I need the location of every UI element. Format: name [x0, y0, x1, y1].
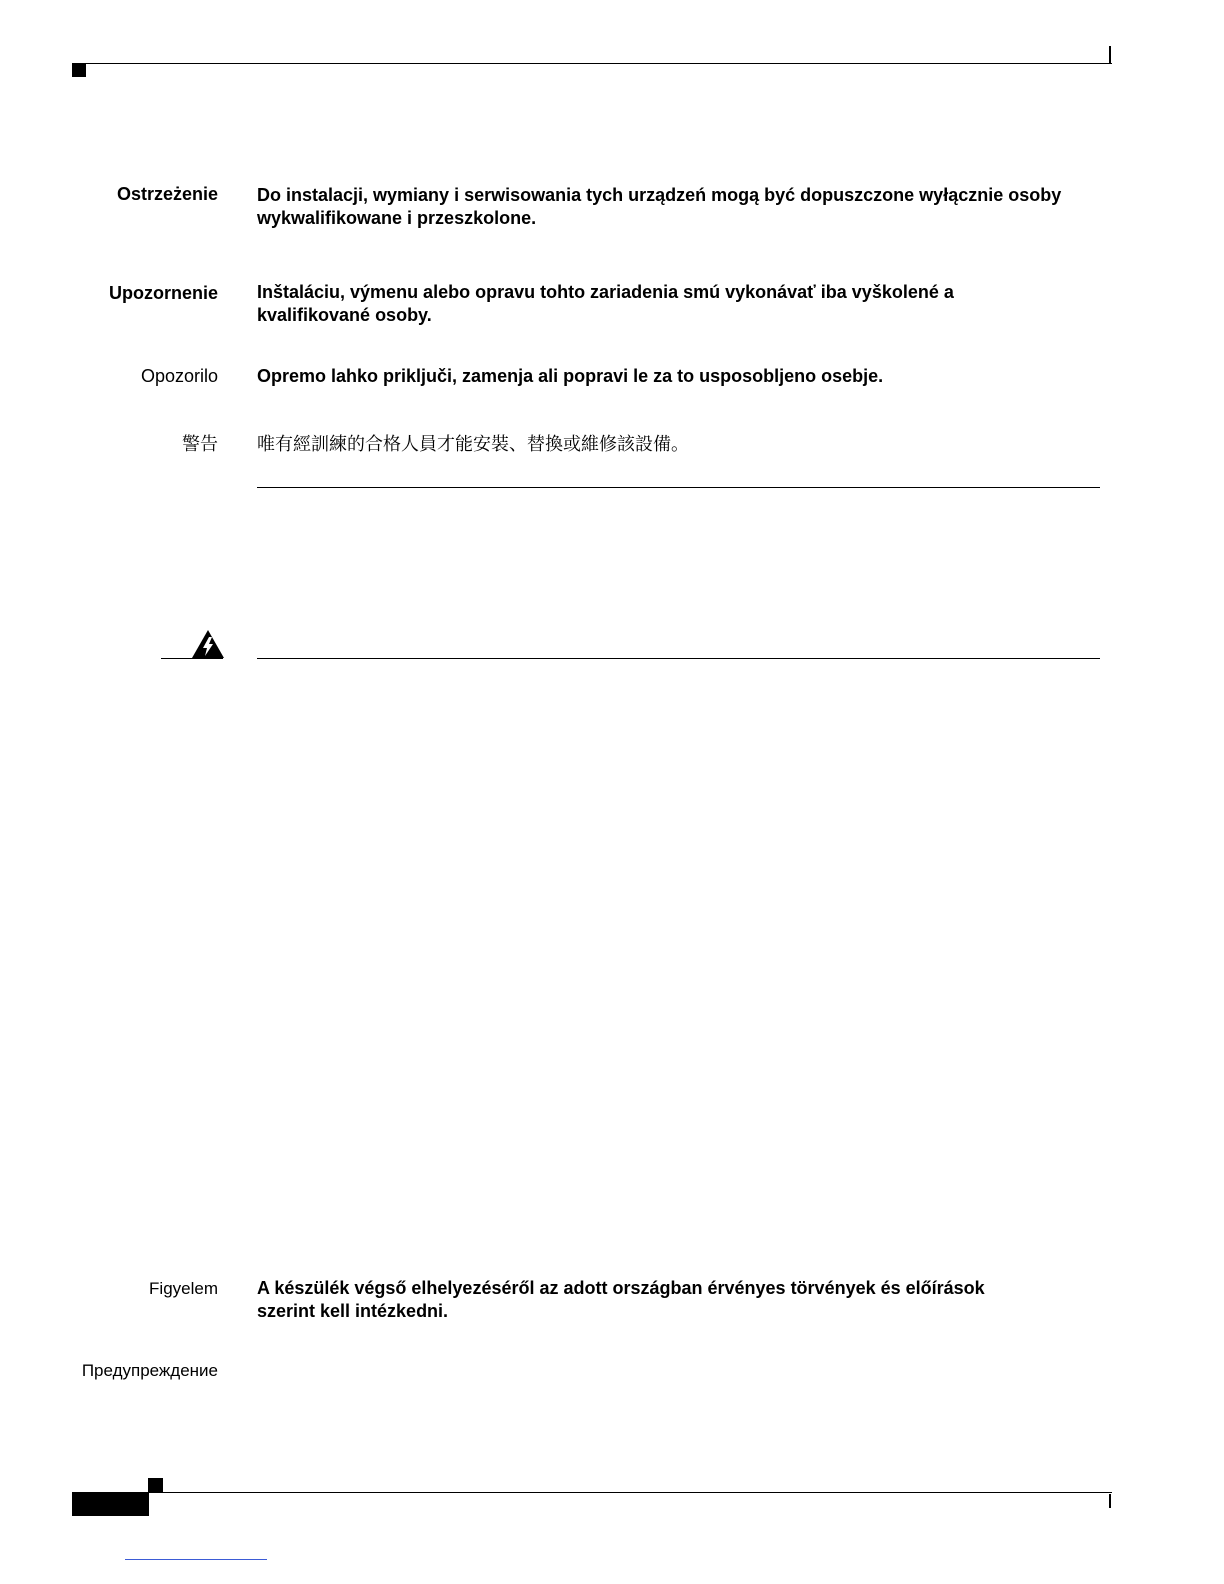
footer-tick — [1109, 1494, 1111, 1508]
footer-page-tab — [72, 1492, 149, 1516]
section-end-rule — [257, 487, 1100, 488]
warning-text-chinese: 唯有經訓練的合格人員才能安裝、替換或維修該設備。 — [257, 434, 689, 454]
warning-start-rule — [257, 658, 1100, 659]
warning-label-chinese: 警告 — [182, 434, 218, 454]
footer-marker — [148, 1478, 163, 1493]
warning-text-slovenian: Opremo lahko priključi, zamenja ali popravi le za to usposobljeno osebje. — [257, 366, 884, 386]
header-rule — [72, 63, 1112, 64]
footer-rule — [72, 1492, 1112, 1493]
warning-label-russian: Предупреждение — [81, 1361, 218, 1380]
warning-label-slovenian: Opozorilo — [140, 366, 218, 386]
header-tick — [1109, 46, 1111, 64]
footer-link-underline[interactable] — [125, 1559, 267, 1560]
warning-triangle-icon — [191, 629, 225, 659]
warning-text-polish: Do instalacji, wymiany i serwisowania tych urządzeń mogą być dopuszczone wyłącznie osoby wykwalifikowane i przeszkolone. — [257, 185, 1062, 228]
header-marker — [72, 63, 86, 77]
warning-text-hungarian: A készülék végső elhelyezéséről az adott országban érvényes törvények és előírások szerint kell intézkedni. — [257, 1278, 985, 1321]
warning-text-slovak: Inštaláciu, výmenu alebo opravu tohto zariadenia smú vykonávať iba vyškolené a kvalifikované osoby. — [257, 282, 954, 325]
warning-label-slovak: Upozornenie — [108, 283, 218, 303]
warning-label-polish: Ostrzeżenie — [116, 184, 218, 204]
warning-label-hungarian: Figyelem — [149, 1279, 218, 1298]
